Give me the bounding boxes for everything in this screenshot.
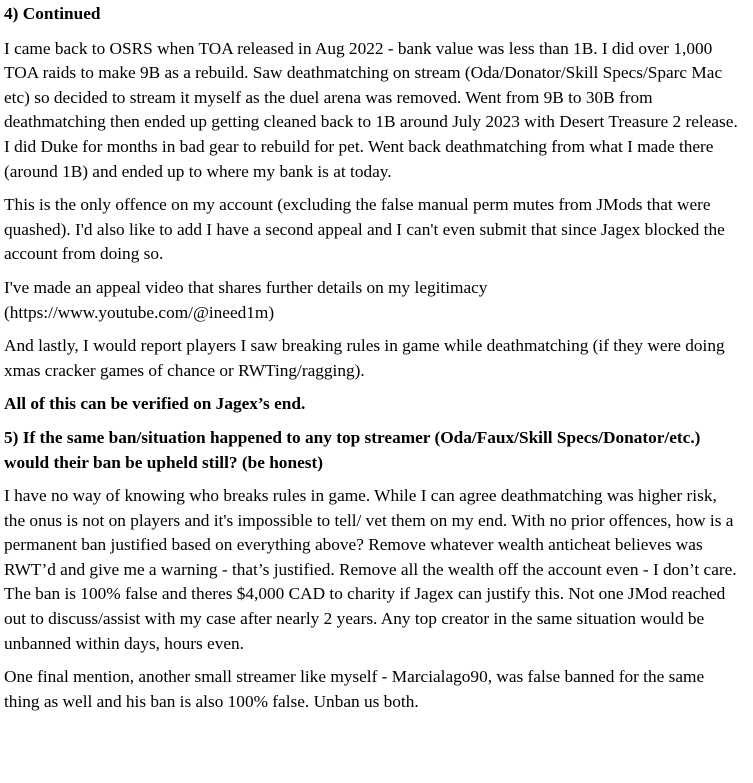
section-5-heading: 5) If the same ban/situation happened to any top streamer (Oda/Faux/Skill Specs/Donator/etc.) would their ban be upheld still? (be honest) <box>4 427 701 472</box>
paragraph-return-history: I came back to OSRS when TOA released in Aug 2022 - bank value was less than 1B. I did over 1,000 TOA raids to make 9B as a rebuild. Saw deathmatching on stream (Oda/Donator/Skill Specs/Sparc Mac etc) so decided to stream it myself as the duel arena was removed. Went from 9B to 30B from deathmatching then ended up getting cleaned back to 1B around July 2023 with Desert Treasure 2 release. I did Duke for months in bad gear to rebuild for pet. Went back deathmatching from what I made there (around 1B) and ended up to where my bank is at today. <box>4 38 738 181</box>
paragraph-only-offence: This is the only offence on my account (excluding the false manual perm mutes from JMods that were quashed). I'd also like to add I have a second appeal and I can't even submit that since Jagex blocked the account from doing so. <box>4 195 725 264</box>
verified-note: All of this can be verified on Jagex’s end. <box>4 394 306 414</box>
paragraph-appeal-video: I've made an appeal video that shares further details on my legitimacy (https://www.youtube.com/@ineed1m) <box>4 277 488 322</box>
section-4-heading: 4) Continued <box>4 4 101 23</box>
paragraph-no-way-of-knowing: I have no way of knowing who breaks rules in game. While I can agree deathmatching was higher risk, the onus is not on players and it's impossible to tell/ vet them on my end. With no prior offences, how is a permanent ban justified based on everything above? Remove whatever wealth anticheat believes was RWT’d and give me a warning - that’s justified. Remove all the wealth off the account even - I don’t care. The ban is 100% false and theres $4,000 CAD to charity if Jagex can justify this. Not one JMod reached out to discuss/assist with my case after nearly 2 years. Any top creator in the same situation would be unbanned within days, hours even. <box>4 486 737 653</box>
paragraph-reporting-players: And lastly, I would report players I saw breaking rules in game while deathmatching (if they were doing xmas cracker games of chance or RWTing/ragging). <box>4 336 725 380</box>
paragraph-final-mention: One final mention, another small streamer like myself - Marcialago90, was false banned for the same thing as well and his ban is also 100% false. Unban us both. <box>4 667 705 711</box>
